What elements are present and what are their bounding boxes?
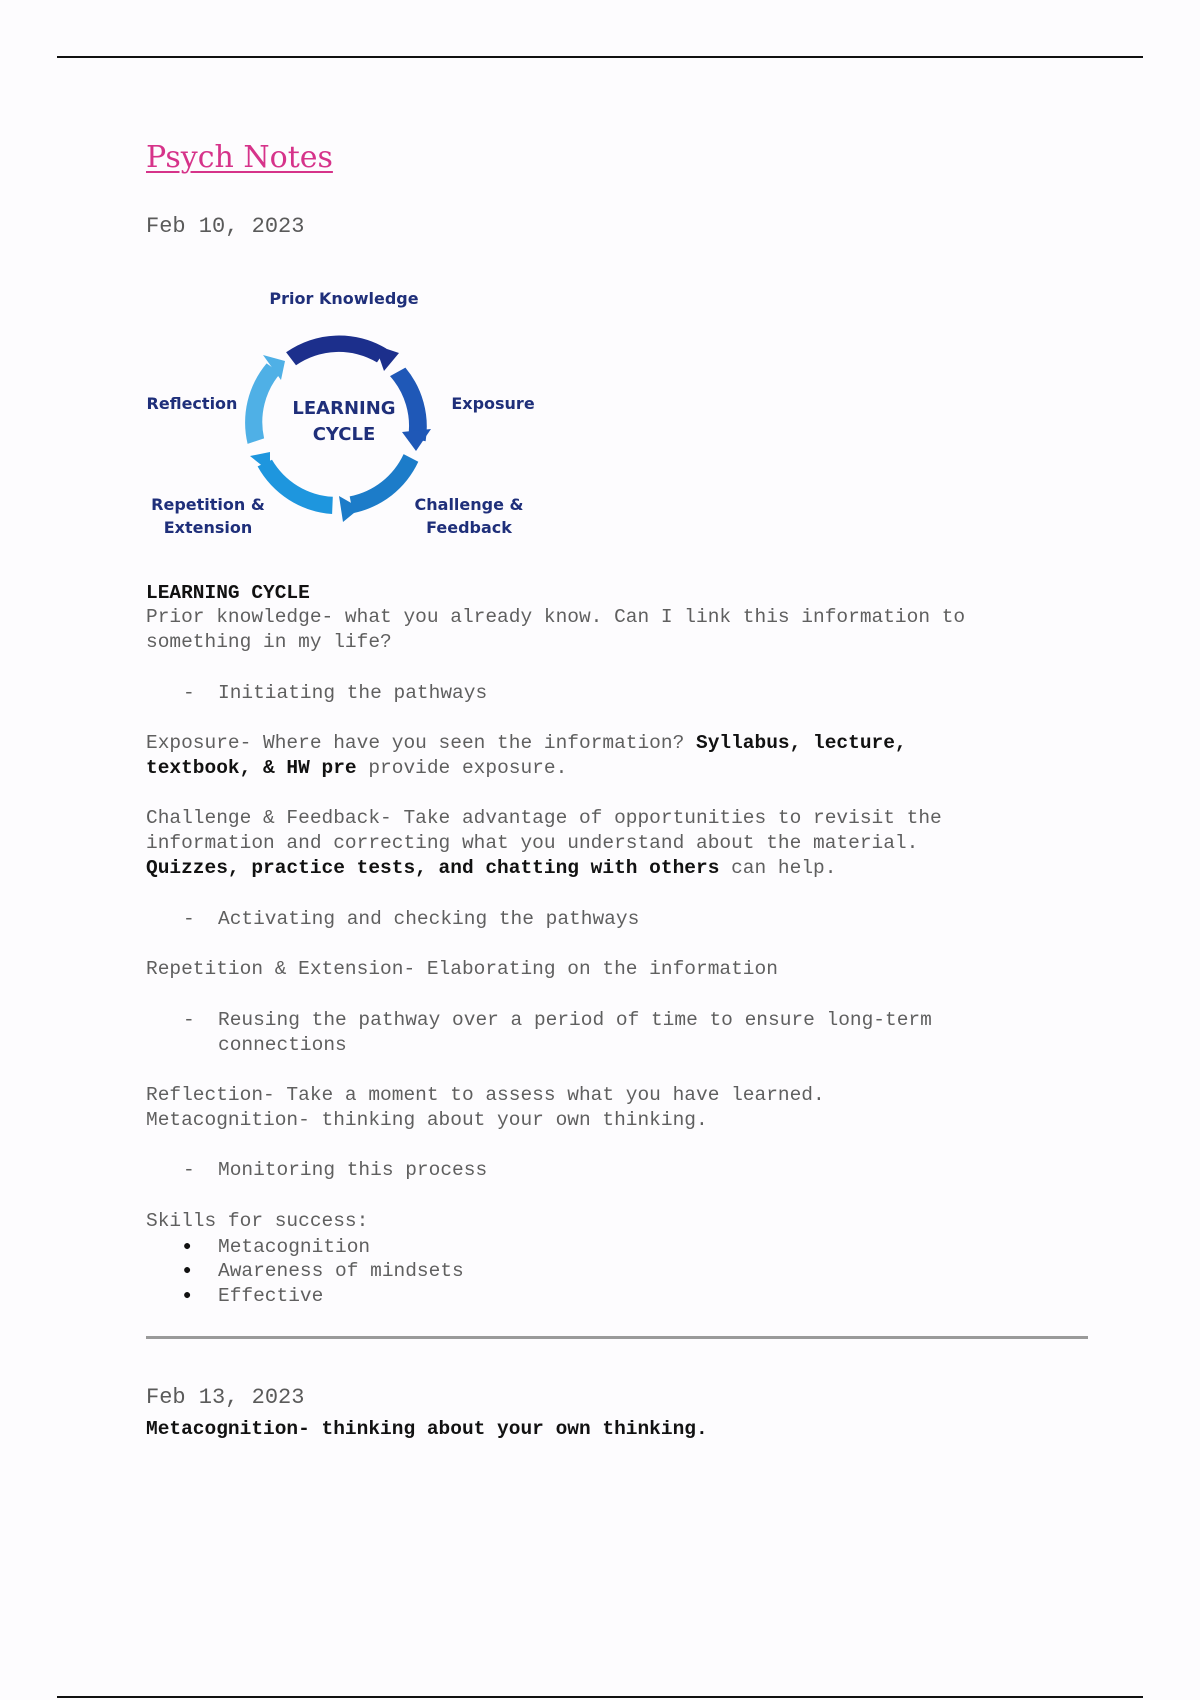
- exposure-bold-2: textbook, & HW pre: [146, 757, 357, 779]
- dash-marker: -: [183, 1009, 195, 1031]
- bullet-icon: ●: [183, 1288, 192, 1304]
- challenge-line3: [146, 856, 836, 881]
- repetition-line: Repetition & Extension- Elaborating on the information: [146, 958, 778, 980]
- page-top-rule: [57, 56, 1143, 58]
- label-prior-knowledge: Prior Knowledge: [269, 289, 419, 308]
- skills-heading: Skills for success:: [146, 1210, 369, 1232]
- exposure-text: Exposure- Where have you seen the information?: [146, 732, 696, 754]
- prior-knowledge-line1: Prior knowledge- what you already know. Can I link this information to: [146, 606, 966, 628]
- horizontal-divider: [146, 1336, 1088, 1339]
- learning-cycle-diagram: [146, 275, 536, 550]
- challenge-line2: information and correcting what you understand about the material.: [146, 832, 919, 854]
- reflection-line1: Reflection- Take a moment to assess what you have learned.: [146, 1084, 825, 1106]
- skill-item: Effective: [218, 1285, 324, 1307]
- exposure-tail: provide exposure.: [356, 757, 568, 779]
- prior-knowledge-line2: something in my life?: [146, 631, 392, 653]
- label-repetition-line1: Repetition &: [151, 495, 265, 514]
- metacognition-definition: Metacognition- thinking about your own thinking.: [146, 1418, 708, 1440]
- cycle-segment-prior: [286, 336, 386, 366]
- skill-item: Awareness of mindsets: [218, 1260, 464, 1282]
- label-challenge-line1: Challenge &: [414, 495, 524, 514]
- date-heading-2: Feb 13, 2023: [146, 1385, 305, 1410]
- cycle-center-line1: LEARNING: [292, 398, 396, 419]
- exposure-line2: [146, 756, 567, 781]
- section-heading-learning-cycle: LEARNING CYCLE: [146, 582, 310, 604]
- challenge-line1: Challenge & Feedback- Take advantage of opportunities to revisit the: [146, 807, 942, 829]
- bullet-icon: ●: [183, 1239, 192, 1255]
- challenge-bold: Quizzes, practice tests, and chatting with others: [146, 857, 720, 879]
- reflection-line2: Metacognition- thinking about your own thinking.: [146, 1109, 708, 1131]
- label-challenge-line2: Feedback: [426, 518, 512, 537]
- dash-marker: -: [183, 682, 195, 704]
- skill-item: Metacognition: [218, 1236, 371, 1258]
- dash-item-monitoring: Monitoring this process: [218, 1159, 488, 1181]
- dash-item-initiating: Initiating the pathways: [218, 682, 488, 704]
- dash-marker: -: [183, 908, 195, 930]
- label-reflection: Reflection: [146, 394, 238, 413]
- bullet-icon: ●: [183, 1263, 192, 1279]
- challenge-tail: can help.: [719, 857, 837, 879]
- cycle-arrowhead: [402, 429, 431, 451]
- label-repetition-line2: Extension: [163, 518, 253, 537]
- exposure-bold-1: Syllabus, lecture,: [696, 732, 907, 754]
- dash-marker: -: [183, 1159, 195, 1181]
- cycle-segment-reflection: [245, 363, 280, 444]
- cycle-center-line2: CYCLE: [312, 424, 376, 445]
- document-title: Psych Notes: [146, 140, 333, 175]
- dash-item-activating: Activating and checking the pathways: [218, 908, 640, 930]
- exposure-line1: [146, 731, 907, 756]
- dash-item-reusing-line2: connections: [218, 1034, 347, 1056]
- cycle-segment-challge: [350, 454, 419, 513]
- label-exposure: Exposure: [451, 394, 535, 413]
- page-bottom-rule: [57, 1696, 1143, 1698]
- dash-item-reusing-line1: Reusing the pathway over a period of time to ensure long-term: [218, 1009, 932, 1031]
- date-heading-1: Feb 10, 2023: [146, 214, 305, 239]
